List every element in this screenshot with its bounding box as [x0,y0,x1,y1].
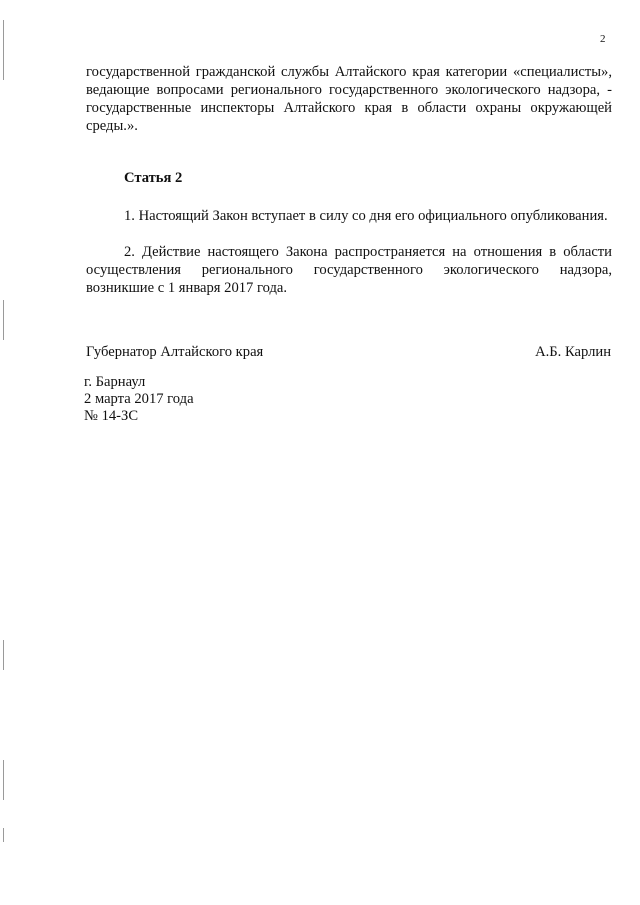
signature-line [86,344,611,361]
scan-edge-mark [3,640,4,670]
scan-edge-mark [3,828,4,842]
article-heading: Статья 2 [124,170,183,186]
page-number: 2 [600,33,606,45]
document-number: № 14-ЗС [84,408,139,424]
signatory-name: А.Б. Карлин [535,344,611,360]
place-city: г. Барнаул [84,374,146,390]
place-date-block [84,374,194,425]
scan-edge-mark [3,20,4,80]
scan-edge-mark [3,300,4,340]
paragraph-article-point-2: 2. Действие настоящего Закона распространяется на отношения в области осуществления регионального государственного экологического надзора, возникшие с 1 января 2017 года. [86,244,612,296]
scan-edge-mark [3,760,4,800]
signatory-position: Губернатор Алтайского края [86,344,264,360]
paragraph-continuation: государственной гражданской службы Алтайского края категории «специалисты», ведающие вопросами регионального государственного экологического надзора, - государственные инспекторы Алтайского края в области охраны окружающей среды.». [86,64,612,134]
paragraph-article-point-1: 1. Настоящий Закон вступает в силу со дня его официального опубликования. [124,208,608,224]
document-date: 2 марта 2017 года [84,391,194,407]
